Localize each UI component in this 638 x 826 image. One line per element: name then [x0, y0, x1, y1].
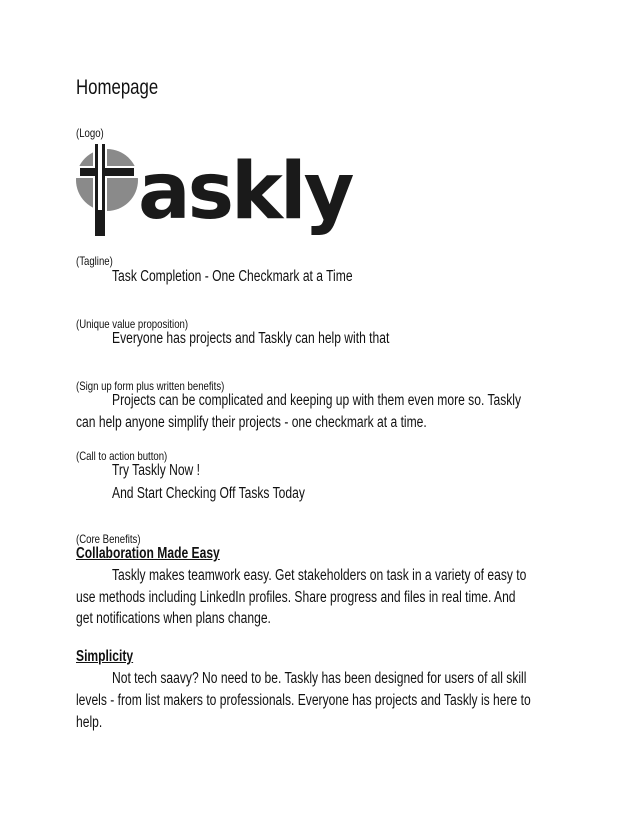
signup-label: (Sign up form plus written benefits)	[76, 379, 225, 393]
logo-label: (Logo)	[76, 126, 104, 140]
page-title: Homepage	[76, 76, 159, 99]
benefit-text-line: help.	[76, 714, 103, 731]
cta-label: (Call to action button)	[76, 449, 168, 463]
benefit-heading-simplicity: Simplicity	[76, 648, 134, 665]
benefit-text-line: levels - from list makers to professionals. Everyone has projects and Taskly is here to	[76, 692, 531, 709]
signup-text-line-2: can help anyone simplify their projects - one checkmark at a time.	[76, 414, 427, 431]
benefit-heading-collaboration: Collaboration Made Easy	[76, 545, 220, 562]
taskly-logo	[76, 140, 356, 240]
uvp-label: (Unique value proposition)	[76, 317, 189, 331]
tagline-label: (Tagline)	[76, 254, 113, 268]
cta-text-line-2: And Start Checking Off Tasks Today	[112, 485, 305, 502]
svg-text:askly: askly	[138, 147, 352, 237]
signup-text-line-1: Projects can be complicated and keeping up with them even more so. Taskly	[112, 392, 522, 409]
cta-text-line-1: Try Taskly Now !	[112, 462, 201, 479]
core-benefits-label: (Core Benefits)	[76, 532, 141, 546]
benefit-text-line: get notifications when plans change.	[76, 610, 271, 627]
benefit-text-line: use methods including LinkedIn profiles. Share progress and files in real time. And	[76, 589, 516, 606]
benefit-text-line: Not tech saavy? No need to be. Taskly has been designed for users of all skill	[112, 670, 527, 687]
tagline-text: Task Completion - One Checkmark at a Time	[112, 268, 353, 285]
uvp-text: Everyone has projects and Taskly can help with that	[112, 330, 390, 347]
benefit-text-line: Taskly makes teamwork easy. Get stakeholders on task in a variety of easy to	[112, 567, 527, 584]
